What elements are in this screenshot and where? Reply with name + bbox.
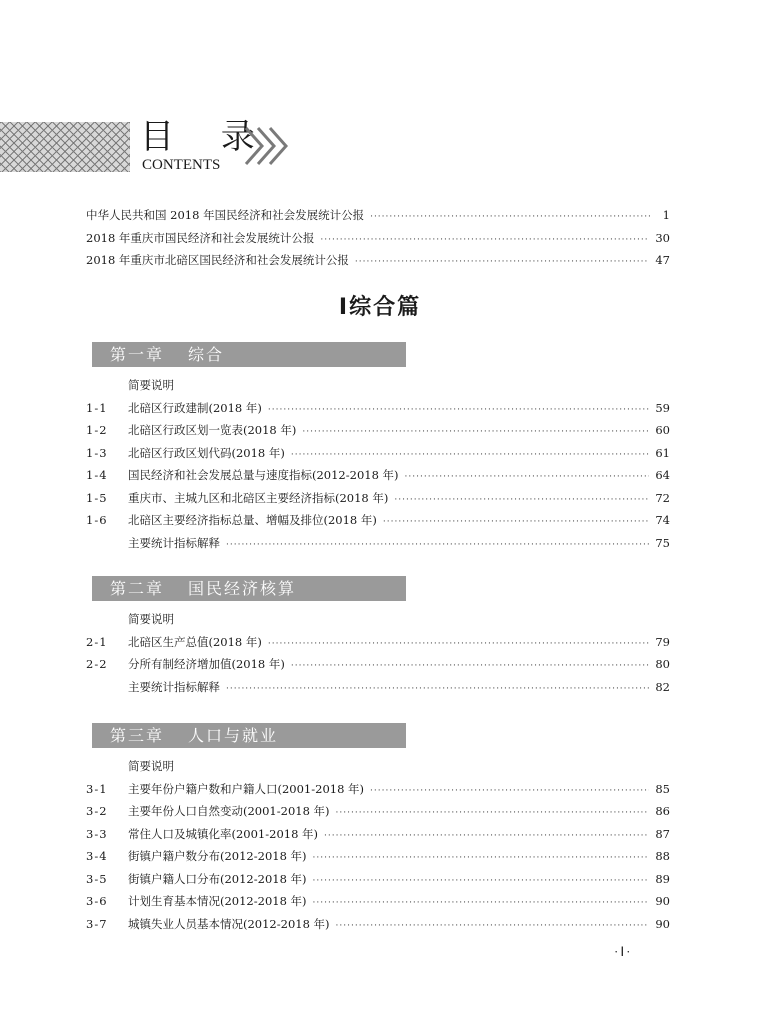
- leader-dots: [370, 206, 650, 229]
- toc-entry-page: 88: [655, 849, 670, 863]
- leader-dots: [313, 892, 650, 915]
- chapter-number: 第三章: [110, 726, 165, 745]
- table-code: 3-7: [86, 916, 108, 931]
- toc-entry-label: 中华人民共和国 2018 年国民经济和社会发展统计公报: [86, 208, 365, 222]
- toc-entry[interactable]: [86, 890, 670, 913]
- leader-dots: [313, 847, 650, 870]
- contents-title-english: CONTENTS: [142, 157, 221, 173]
- toc-entry-page: 47: [655, 253, 670, 267]
- toc-entry[interactable]: [86, 509, 670, 532]
- leader-dots: [320, 229, 649, 252]
- table-code: 3-1: [86, 781, 108, 796]
- contents-title: 目 录: [140, 117, 273, 157]
- table-code: 1-1: [86, 400, 108, 415]
- leader-dots: [355, 251, 649, 274]
- leader-dots: [394, 489, 649, 512]
- toc-entry-label: 计划生育基本情况(2012-2018 年): [128, 894, 307, 908]
- brief-description[interactable]: 简要说明: [128, 759, 174, 773]
- hatch-pattern-decoration: [0, 122, 130, 172]
- toc-entry-page: 80: [655, 657, 670, 671]
- toc-entry-page: 79: [655, 634, 670, 649]
- toc-entry-page: 90: [655, 894, 670, 908]
- toc-entry[interactable]: [86, 913, 670, 936]
- table-code: 3-5: [86, 871, 108, 886]
- toc-entry-page: 1: [662, 208, 670, 222]
- table-code: 3-3: [86, 826, 108, 841]
- toc-entry-label: 主要统计指标解释: [128, 535, 220, 550]
- leader-dots: [336, 915, 650, 938]
- toc-entry-label: 重庆市、主城九区和北碚区主要经济指标(2018 年): [128, 490, 389, 505]
- brief-description[interactable]: 简要说明: [128, 612, 174, 626]
- toc-entry-label: 主要年份户籍户数和户籍人口(2001-2018 年): [128, 781, 365, 796]
- chapter-name: 国民经济核算: [188, 579, 297, 598]
- table-code: 3-6: [86, 894, 108, 908]
- toc-entry-label: 北碚区生产总值(2018 年): [128, 634, 262, 649]
- toc-entry[interactable]: [86, 653, 670, 676]
- toc-entry-page: 86: [655, 804, 670, 818]
- toc-entry-label: 街镇户籍户数分布(2012-2018 年): [128, 849, 307, 863]
- toc-entry-label: 分所有制经济增加值(2018 年): [128, 657, 285, 671]
- chapter-heading[interactable]: [92, 576, 406, 601]
- leader-dots: [302, 421, 649, 444]
- table-code: 1-4: [86, 468, 108, 482]
- toc-entry[interactable]: [86, 778, 670, 801]
- chapter-entries: [86, 608, 670, 698]
- leader-dots: [291, 655, 649, 678]
- toc-entry-label: 城镇失业人员基本情况(2012-2018 年): [128, 916, 330, 931]
- toc-entry-page: 75: [655, 535, 670, 550]
- leader-dots: [226, 678, 649, 701]
- toc-entry[interactable]: [86, 800, 670, 823]
- chapter-number: 第二章: [110, 579, 165, 598]
- table-code: 2-2: [86, 657, 108, 671]
- chapter-name: 综合: [188, 345, 225, 364]
- table-code: 1-5: [86, 490, 108, 505]
- toc-entry[interactable]: [86, 487, 670, 510]
- leader-dots: [313, 870, 650, 893]
- toc-entry-page: 30: [655, 230, 670, 245]
- leader-dots: [268, 633, 649, 656]
- table-code: 1-3: [86, 445, 108, 460]
- leader-dots: [383, 511, 649, 534]
- table-code: 3-4: [86, 849, 108, 863]
- toc-entry-label: 北碚区行政区划一览表(2018 年): [128, 423, 297, 437]
- toc-entry[interactable]: [86, 204, 670, 227]
- chapter-number: 第一章: [110, 345, 165, 364]
- toc-entry[interactable]: [86, 631, 670, 654]
- toc-entry[interactable]: [86, 227, 670, 250]
- toc-entry-label: 2018 年重庆市国民经济和社会发展统计公报: [86, 230, 315, 245]
- toc-entry[interactable]: [86, 532, 670, 555]
- toc-entry-page: 74: [655, 513, 670, 527]
- table-code: 2-1: [86, 634, 108, 649]
- toc-entry-label: 街镇户籍人口分布(2012-2018 年): [128, 871, 307, 886]
- toc-entry-label: 常住人口及城镇化率(2001-2018 年): [128, 826, 319, 841]
- chapter-name: 人口与就业: [188, 726, 279, 745]
- toc-entry-label: 主要年份人口自然变动(2001-2018 年): [128, 804, 330, 818]
- chapter-entries: [86, 374, 670, 554]
- toc-entry-page: 59: [655, 400, 670, 415]
- toc-entry-page: 82: [655, 679, 670, 694]
- toc-entry-page: 89: [655, 871, 670, 886]
- chapter-heading[interactable]: [92, 342, 406, 367]
- toc-entry-page: 72: [655, 490, 670, 505]
- contents-header: [0, 118, 300, 180]
- toc-entry-label: 北碚区主要经济指标总量、增幅及排位(2018 年): [128, 513, 377, 527]
- toc-entry-page: 85: [655, 781, 670, 796]
- leader-dots: [226, 534, 649, 557]
- toc-entry-page: 87: [655, 826, 670, 841]
- toc-entry[interactable]: [86, 249, 670, 272]
- toc-entry-label: 北碚区行政区划代码(2018 年): [128, 445, 285, 460]
- toc-entry-label: 2018 年重庆市北碚区国民经济和社会发展统计公报: [86, 253, 349, 267]
- toc-entry[interactable]: [86, 823, 670, 846]
- front-matter-list: [86, 204, 670, 272]
- leader-dots: [324, 825, 649, 848]
- brief-description[interactable]: 简要说明: [128, 378, 174, 392]
- toc-entry-label: 主要统计指标解释: [128, 679, 220, 694]
- toc-entry[interactable]: [86, 397, 670, 420]
- chapter-heading[interactable]: [92, 723, 406, 748]
- table-code: 3-2: [86, 804, 108, 818]
- leader-dots: [370, 780, 649, 803]
- toc-entry-page: 64: [655, 468, 670, 482]
- leader-dots: [291, 444, 649, 467]
- chevron-right-icon: [244, 124, 296, 168]
- toc-entry-page: 90: [655, 916, 670, 931]
- toc-entry[interactable]: [86, 464, 670, 487]
- leader-dots: [336, 802, 650, 825]
- toc-entry-page: 60: [655, 423, 670, 437]
- chapter-entries: [86, 755, 670, 935]
- table-code: 1-2: [86, 423, 108, 437]
- toc-entry[interactable]: [86, 845, 670, 868]
- toc-entry[interactable]: [86, 676, 670, 699]
- toc-entry-label: 北碚区行政建制(2018 年): [128, 400, 262, 415]
- toc-entry[interactable]: [86, 419, 670, 442]
- leader-dots: [268, 399, 649, 422]
- leader-dots: [405, 466, 650, 489]
- table-code: 1-6: [86, 513, 108, 527]
- toc-entry[interactable]: [86, 442, 670, 465]
- toc-entry-page: 61: [655, 445, 670, 460]
- toc-entry-label: 国民经济和社会发展总量与速度指标(2012-2018 年): [128, 468, 399, 482]
- part-title: Ⅰ综合篇: [338, 295, 422, 320]
- toc-entry[interactable]: [86, 868, 670, 891]
- page-number: ·Ⅰ·: [614, 944, 633, 959]
